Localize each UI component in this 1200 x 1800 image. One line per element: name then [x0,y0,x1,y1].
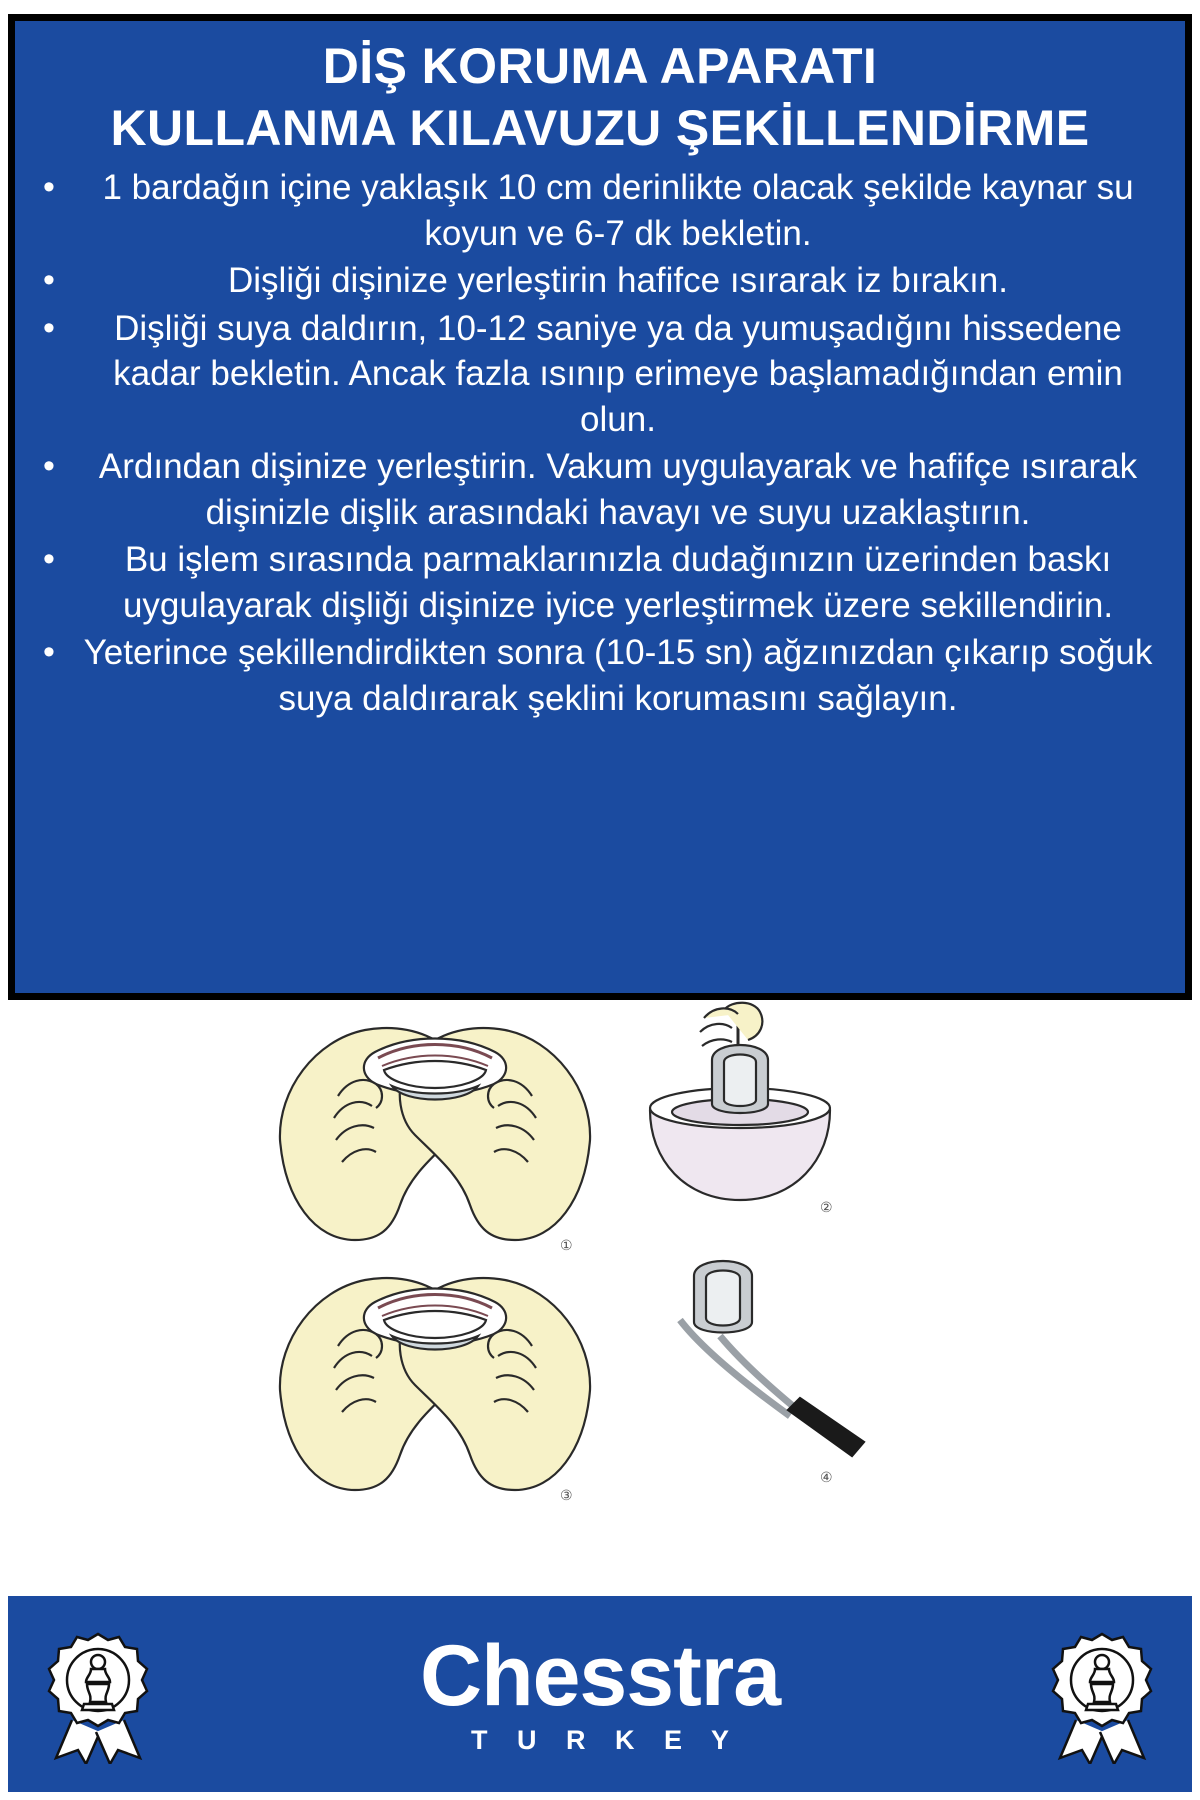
list-item-text: Dişliği suya daldırın, 10-12 saniye ya da yumuşadığını hissedene kadar bekletin. Ancak fazla ısınıp erimeye başlamadığından emin olun. [113,308,1123,439]
page-title [33,39,1167,155]
list-item [43,165,1159,256]
bullet-icon: • [43,540,55,578]
chess-pawn-rosette-icon [28,1624,168,1764]
mouthguard-fitting-illustration [250,1000,950,1540]
list-item-text: Yeterince şekillendirdikten sonra (10-15 sn) ağzınızdan çıkarıp soğuk suya daldırarak şeklini korumasını sağlayın. [83,633,1153,718]
illustration-step-2 [650,1003,833,1215]
list-item [43,306,1159,443]
brand-subtitle: T U R K E Y [470,1724,741,1755]
bullet-icon: • [43,447,55,485]
svg-text:③: ③ [560,1487,573,1503]
illustration-step-3 [280,1278,590,1503]
brand-lockup [419,1627,781,1756]
bullet-icon: • [43,308,55,347]
list-item-text: Dişliği dişinize yerleştirin hafifce ısırarak iz bırakın. [228,261,1008,300]
bullet-icon: • [43,168,55,206]
brand-name: Chesstra [419,1627,781,1724]
bullet-icon: • [43,633,55,671]
list-item [43,630,1159,721]
list-item-text: 1 bardağın içine yaklaşık 10 cm derinlikte olacak şekilde kaynar su koyun ve 6-7 dk bekletin. [102,168,1134,253]
footer-brand-bar [8,1596,1192,1792]
illustration-step-4 [680,1261,864,1485]
illustration-step-1 [280,1028,590,1253]
bullet-icon: • [43,261,55,299]
svg-text:②: ② [820,1199,833,1215]
list-item-text: Ardından dişinize yerleştirin. Vakum uygulayarak ve hafifçe ısırarak dişinizle dişlik arasındaki havayı ve suyu uzaklaştırın. [98,447,1138,532]
title-line-1: DİŞ KORUMA APARATI [322,38,878,94]
instruction-steps-list [33,165,1167,721]
chess-pawn-rosette-icon [1032,1624,1172,1764]
illustration-area [0,1000,1200,1560]
list-item [43,444,1159,535]
svg-text:④: ④ [820,1469,833,1485]
list-item [43,258,1159,304]
list-item-text: Bu işlem sırasında parmaklarınızla dudağınızın üzerinden baskı uygulayarak dişliği dişinize iyice yerleştirmek üzere sekillendirin. [122,540,1114,625]
instructions-panel [8,14,1192,1000]
title-line-2: KULLANMA KILAVUZU ŞEKİLLENDİRME [110,100,1090,156]
list-item [43,537,1159,628]
svg-text:①: ① [560,1237,573,1253]
